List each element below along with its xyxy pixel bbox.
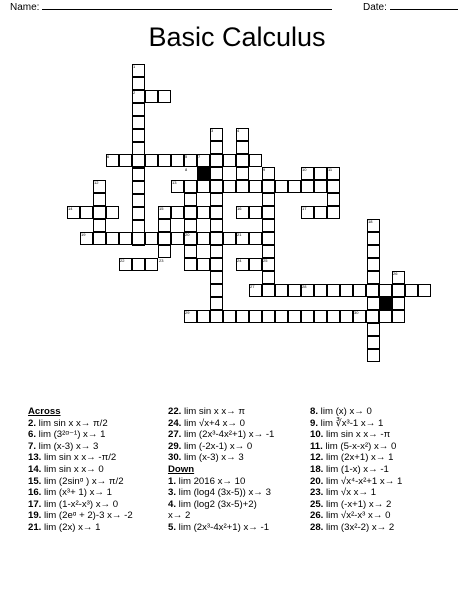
crossword-cell[interactable] xyxy=(366,310,379,323)
clue-text: x→ 2 xyxy=(168,510,191,522)
clue-item xyxy=(168,452,274,464)
crossword-cell[interactable] xyxy=(184,193,197,206)
crossword-cell[interactable] xyxy=(367,271,380,284)
crossword-cell[interactable] xyxy=(405,284,418,297)
clue-item xyxy=(310,418,402,430)
clue-number: 16. xyxy=(28,487,42,499)
crossword-cell[interactable] xyxy=(210,310,223,323)
crossword-cell[interactable] xyxy=(132,154,145,167)
crossword-cell[interactable] xyxy=(262,310,275,323)
crossword-cell[interactable] xyxy=(132,194,145,207)
clue-number: 24. xyxy=(168,417,182,429)
crossword-cell[interactable] xyxy=(106,232,119,245)
crossword-cell[interactable] xyxy=(197,180,210,193)
page-title: Basic Calculus xyxy=(148,22,326,52)
crossword-cell[interactable] xyxy=(93,219,106,232)
crossword-cell[interactable] xyxy=(197,310,210,323)
down-clue-list-cont xyxy=(310,406,402,534)
crossword-cell[interactable] xyxy=(158,90,171,103)
clue-item xyxy=(310,452,402,464)
crossword-cell[interactable] xyxy=(119,154,132,167)
crossword-cell[interactable] xyxy=(210,167,223,180)
crossword-cell[interactable] xyxy=(197,206,210,219)
crossword-cell[interactable] xyxy=(158,219,171,232)
crossword-cell[interactable] xyxy=(367,258,380,271)
crossword-cell[interactable] xyxy=(210,206,223,219)
clue-number: 6. xyxy=(28,429,37,441)
crossword-cell[interactable] xyxy=(93,206,106,219)
clue-item xyxy=(28,522,133,534)
crossword-cell[interactable] xyxy=(158,232,171,245)
cell-number: 3 xyxy=(211,128,214,133)
crossword-cell[interactable] xyxy=(353,284,366,297)
clue-item xyxy=(310,476,402,488)
clue-text: lim sin x x→ π xyxy=(181,406,245,417)
clue-item xyxy=(310,499,402,511)
cell-number: 23 xyxy=(159,258,164,263)
clue-item xyxy=(310,429,402,441)
clue-text: lim (2x³-4x²+1) x→ -1 xyxy=(181,429,275,441)
crossword-cell[interactable] xyxy=(314,284,327,297)
crossword-cell[interactable] xyxy=(132,77,145,90)
crossword-cell[interactable] xyxy=(249,154,262,167)
clue-text: lim (2x+1) x→ 1 xyxy=(323,452,394,464)
cell-number: 28 xyxy=(302,284,307,289)
down-clue-list xyxy=(168,476,274,534)
clue-text: lim (-2x-1) x→ 0 xyxy=(181,440,253,452)
crossword-cell[interactable] xyxy=(197,258,210,271)
clues-column-2 xyxy=(168,406,274,534)
cell-number: 6 xyxy=(107,154,110,159)
crossword-cell[interactable] xyxy=(262,206,275,219)
crossword-cell[interactable] xyxy=(132,103,145,116)
crossword-cell[interactable] xyxy=(327,193,340,206)
cell-number: 7 xyxy=(198,154,201,159)
cell-number: 8 xyxy=(185,167,188,172)
crossword-cell[interactable] xyxy=(288,310,301,323)
clue-item xyxy=(168,441,274,453)
cell-number: 24 xyxy=(237,258,242,263)
crossword-cell[interactable] xyxy=(106,206,119,219)
cell-number: 21 xyxy=(237,232,242,237)
clue-text: lim √x²-x³ x→ 0 xyxy=(323,510,391,522)
cell-number: 22 xyxy=(120,258,125,263)
crossword-cell[interactable] xyxy=(288,284,301,297)
crossword-cell[interactable] xyxy=(93,232,106,245)
crossword-cell[interactable] xyxy=(367,336,380,349)
clue-number: 3. xyxy=(168,487,177,499)
clue-number: 30. xyxy=(168,452,182,464)
clue-item xyxy=(28,452,133,464)
crossword-cell[interactable] xyxy=(184,245,197,258)
crossword-cell[interactable] xyxy=(314,167,327,180)
cell-number: 25 xyxy=(263,258,268,263)
clue-number: 1. xyxy=(168,475,177,487)
clue-item xyxy=(28,441,133,453)
crossword-cell[interactable] xyxy=(367,232,380,245)
clue-text: lim (log4 (3x-5)) x→ 3 xyxy=(176,487,271,499)
clue-text: lim (log2 (3x-5)+2) xyxy=(176,498,257,510)
clue-number: 20. xyxy=(310,475,324,487)
clue-item xyxy=(168,476,274,488)
crossword-cell[interactable] xyxy=(210,245,223,258)
crossword-cell[interactable] xyxy=(132,258,145,271)
cell-number: 30 xyxy=(354,310,359,315)
clue-number: 23. xyxy=(310,487,324,499)
crossword-cell[interactable] xyxy=(171,232,184,245)
clue-number: 2. xyxy=(28,417,37,429)
crossword-cell[interactable] xyxy=(249,206,262,219)
crossword-cell[interactable] xyxy=(184,219,197,232)
crossword-cell[interactable] xyxy=(210,193,223,206)
crossword-cell[interactable] xyxy=(210,219,223,232)
crossword-cell[interactable] xyxy=(379,310,392,323)
clue-item xyxy=(28,464,133,476)
clue-text: lim (3²ᵅ⁻¹) x→ 1 xyxy=(36,429,106,441)
clue-item xyxy=(310,406,402,418)
cell-number: 18 xyxy=(368,219,373,224)
crossword-cell[interactable] xyxy=(262,271,275,284)
cell-number: 10 xyxy=(302,167,307,172)
clue-item xyxy=(310,441,402,453)
clue-text: lim (2x) x→ 1 xyxy=(41,521,101,533)
down-heading: Down xyxy=(168,463,195,475)
crossword-cell[interactable] xyxy=(223,180,236,193)
crossword-cell[interactable] xyxy=(145,232,158,245)
clue-text: lim (-x+1) x→ 2 xyxy=(323,498,392,510)
crossword-cell[interactable] xyxy=(314,206,327,219)
crossword-cell[interactable] xyxy=(145,154,158,167)
clue-text: lim √x+4 x→ 0 xyxy=(181,417,245,429)
crossword-cell[interactable] xyxy=(418,284,431,297)
clue-item xyxy=(28,510,133,522)
clue-item xyxy=(168,429,274,441)
clue-number: 26. xyxy=(310,510,324,522)
clue-item xyxy=(168,418,274,430)
clue-number: 11. xyxy=(310,440,323,452)
clue-item xyxy=(168,487,274,499)
crossword-cell[interactable] xyxy=(210,258,223,271)
clue-number: 13. xyxy=(28,452,42,464)
crossword-cell[interactable] xyxy=(301,310,314,323)
clue-item xyxy=(168,499,274,511)
cell-number: 19 xyxy=(81,232,86,237)
crossword-cell[interactable] xyxy=(314,310,327,323)
crossword-cell[interactable] xyxy=(158,154,171,167)
crossword-cell[interactable] xyxy=(236,310,249,323)
crossword-cell[interactable] xyxy=(249,310,262,323)
clue-text: lim (2sinᵅ ) x→ π/2 xyxy=(41,475,124,487)
clue-text: lim (x³+ 1) x→ 1 xyxy=(41,487,112,499)
date-label: Date: xyxy=(363,2,387,13)
crossword-cell[interactable] xyxy=(145,90,158,103)
crossword-cell[interactable] xyxy=(379,284,392,297)
crossword-cell[interactable] xyxy=(223,310,236,323)
crossword-cell[interactable] xyxy=(275,180,288,193)
clue-text: lim (2eᵅ + 2)-3 x→ -2 xyxy=(41,510,133,522)
crossword-cell[interactable] xyxy=(210,141,223,154)
crossword-cell[interactable] xyxy=(392,284,405,297)
crossword-cell[interactable] xyxy=(210,180,223,193)
crossword-cell[interactable] xyxy=(132,116,145,129)
crossword-cell[interactable] xyxy=(210,284,223,297)
crossword-cell[interactable] xyxy=(392,310,405,323)
clue-text: lim sin x x→ -π/2 xyxy=(41,452,117,464)
crossword-cell[interactable] xyxy=(367,245,380,258)
cell-number: 17 xyxy=(302,206,307,211)
clues-column-1 xyxy=(28,406,133,534)
cell-number: 11 xyxy=(328,167,333,172)
clue-number: 4. xyxy=(168,498,177,510)
clue-text: lim (1-x²-x³) x→ 0 xyxy=(41,498,119,510)
crossword-cell[interactable] xyxy=(236,154,249,167)
crossword-cell[interactable] xyxy=(236,167,249,180)
clue-item xyxy=(28,429,133,441)
crossword-cell[interactable] xyxy=(340,284,353,297)
clue-item xyxy=(310,464,402,476)
clue-number: 19. xyxy=(28,510,42,522)
crossword-cell[interactable] xyxy=(80,206,93,219)
crossword-cell[interactable] xyxy=(223,232,236,245)
crossword-cell[interactable] xyxy=(132,207,145,220)
clue-text: lim (x-3) x→ 3 xyxy=(181,452,244,464)
cell-number: 27 xyxy=(250,284,255,289)
crossword-cell[interactable] xyxy=(262,232,275,245)
crossword-cell[interactable] xyxy=(314,180,327,193)
cell-number: 9 xyxy=(263,167,266,172)
cell-number: 13 xyxy=(172,180,177,185)
clue-number: 22. xyxy=(168,406,182,417)
crossword-cell[interactable] xyxy=(184,206,197,219)
clue-item xyxy=(310,522,402,534)
crossword-cell[interactable] xyxy=(275,310,288,323)
crossword-cell[interactable] xyxy=(262,193,275,206)
crossword-cell[interactable] xyxy=(119,232,132,245)
crossword-cell[interactable] xyxy=(210,232,223,245)
crossword-cell[interactable] xyxy=(236,180,249,193)
clue-number: 10. xyxy=(310,429,324,441)
clue-number: 9. xyxy=(310,417,319,429)
clue-item xyxy=(28,499,133,511)
crossword-cell[interactable] xyxy=(262,284,275,297)
crossword-cell[interactable] xyxy=(171,154,184,167)
crossword-cell[interactable] xyxy=(249,180,262,193)
crossword-cell[interactable] xyxy=(132,232,145,245)
cell-number: 14 xyxy=(68,206,73,211)
across-clue-list-cont xyxy=(168,406,274,464)
crossword-cell[interactable] xyxy=(301,180,314,193)
cell-number: 15 xyxy=(159,206,164,211)
clue-text: lim sin x x→ -π xyxy=(323,429,391,441)
crossword-cell[interactable] xyxy=(262,245,275,258)
crossword-cell[interactable] xyxy=(132,168,145,181)
cell-number: 26 xyxy=(393,271,398,276)
cell-number: 5 xyxy=(185,154,188,159)
clue-item xyxy=(168,406,274,418)
clue-number: 27. xyxy=(168,429,182,441)
crossword-cell[interactable] xyxy=(327,310,340,323)
crossword-cell[interactable] xyxy=(171,206,184,219)
clue-text: lim √x⁴-x²+1 x→ 1 xyxy=(323,475,403,487)
clue-text: lim √x x→ 1 xyxy=(323,487,377,499)
crossword-cell[interactable] xyxy=(236,141,249,154)
clue-number: 28. xyxy=(310,521,324,533)
crossword-cell[interactable] xyxy=(184,258,197,271)
crossword-cell[interactable] xyxy=(223,154,236,167)
clue-number: 29. xyxy=(168,440,182,452)
clue-item xyxy=(28,487,133,499)
name-label: Name: xyxy=(10,2,40,13)
clue-item xyxy=(168,510,274,522)
crossword-cell[interactable] xyxy=(132,181,145,194)
clue-item xyxy=(28,418,133,430)
crossword-cell[interactable] xyxy=(184,180,197,193)
clue-item xyxy=(310,510,402,522)
crossword-cell[interactable] xyxy=(249,258,262,271)
crossword-cell[interactable] xyxy=(210,154,223,167)
clue-number: 17. xyxy=(28,498,42,510)
crossword-cell[interactable] xyxy=(197,232,210,245)
crossword-cell[interactable] xyxy=(132,129,145,142)
crossword-cell[interactable] xyxy=(327,284,340,297)
cell-number: 1 xyxy=(133,64,136,69)
clue-number: 12. xyxy=(310,452,324,464)
clue-text: lim 2016 x→ 10 xyxy=(176,475,246,487)
crossword-cell[interactable] xyxy=(367,349,380,362)
crossword-cell[interactable] xyxy=(158,245,171,258)
crossword-cell[interactable] xyxy=(366,284,379,297)
clue-text: lim sin x x→ 0 xyxy=(41,463,104,475)
clue-text: lim (5-x-x²) x→ 0 xyxy=(322,440,397,452)
clues-column-3 xyxy=(310,406,402,534)
clue-text: lim (x-3) x→ 3 xyxy=(36,440,99,452)
clue-number: 14. xyxy=(28,463,42,475)
clue-number: 21. xyxy=(28,521,42,533)
black-cell xyxy=(379,297,392,310)
crossword-cell[interactable] xyxy=(288,180,301,193)
clue-text: lim sin x x→ π/2 xyxy=(36,417,108,429)
clue-text: lim (x) x→ 0 xyxy=(318,406,372,417)
clue-text: lim (1-x) x→ -1 xyxy=(323,463,389,475)
crossword-cell[interactable] xyxy=(145,258,158,271)
crossword-cell[interactable] xyxy=(262,180,275,193)
crossword-cell[interactable] xyxy=(210,297,223,310)
black-cell xyxy=(197,167,210,180)
crossword-cell[interactable] xyxy=(327,180,340,193)
clue-text: lim (3x²-2) x→ 2 xyxy=(323,521,395,533)
cell-number: 29 xyxy=(185,310,190,315)
clue-text: lim ∛x³-1 x→ 1 xyxy=(318,417,384,429)
cell-number: 20 xyxy=(185,232,190,237)
crossword-cell[interactable] xyxy=(340,310,353,323)
crossword-cell[interactable] xyxy=(367,323,380,336)
clue-number: 5. xyxy=(168,521,177,533)
crossword-cell[interactable] xyxy=(392,297,405,310)
clue-number: 8. xyxy=(310,406,319,417)
clue-number: 15. xyxy=(28,475,42,487)
crossword-cell[interactable] xyxy=(275,284,288,297)
clue-item xyxy=(310,487,402,499)
clue-item xyxy=(28,476,133,488)
crossword-cell[interactable] xyxy=(210,271,223,284)
clue-item xyxy=(168,522,274,534)
crossword-cell[interactable] xyxy=(249,232,262,245)
crossword-cell[interactable] xyxy=(262,219,275,232)
crossword-cell[interactable] xyxy=(327,206,340,219)
cell-number: 16 xyxy=(237,206,242,211)
cell-number: 2 xyxy=(133,90,136,95)
clue-text: lim (2x³-4x²+1) x→ -1 xyxy=(176,521,270,533)
cell-number: 4 xyxy=(237,128,240,133)
cell-number: 12 xyxy=(94,180,99,185)
across-clue-list xyxy=(28,418,133,534)
crossword-cell[interactable] xyxy=(93,193,106,206)
clue-number: 7. xyxy=(28,440,37,452)
clue-number: 18. xyxy=(310,463,324,475)
clue-number: 25. xyxy=(310,498,324,510)
across-heading: Across xyxy=(28,406,61,417)
